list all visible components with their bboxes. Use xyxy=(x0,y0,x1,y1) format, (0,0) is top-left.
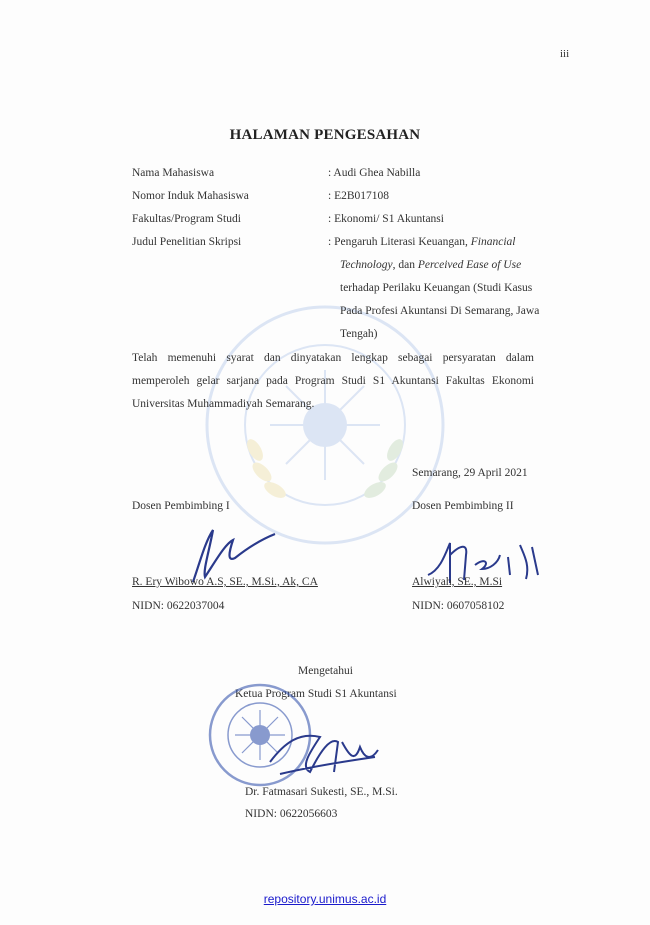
thesis-title-line-4: Tengah) xyxy=(340,328,378,340)
approver-name: Dr. Fatmasari Sukesti, SE., M.Si. xyxy=(245,786,398,798)
field-label: Judul Penelitian Skripsi xyxy=(132,236,242,248)
thesis-title-line-2: terhadap Perilaku Keuangan (Studi Kasus xyxy=(340,282,533,294)
approval-label: Mengetahui xyxy=(298,665,353,677)
field-value: : Pengaruh Literasi Keuangan, Financial xyxy=(328,236,516,248)
supervisor2-role: Dosen Pembimbing II xyxy=(412,500,514,512)
field-value: : Ekonomi/ S1 Akuntansi xyxy=(328,213,444,225)
approval-role: Ketua Program Studi S1 Akuntansi xyxy=(235,688,397,700)
thesis-title-line-1: Technology, dan Perceived Ease of Use xyxy=(340,259,522,271)
supervisor2-name: Alwiyah, SE., M.Si xyxy=(412,576,503,588)
repository-link[interactable]: repository.unimus.ac.id xyxy=(263,892,387,906)
approver-nidn: NIDN: 0622056603 xyxy=(245,808,338,820)
supervisor1-nidn: NIDN: 0622037004 xyxy=(132,600,225,612)
page-number: iii xyxy=(560,48,570,60)
supervisor2-nidn: NIDN: 0607058102 xyxy=(412,600,505,612)
supervisor1-role: Dosen Pembimbing I xyxy=(132,500,230,512)
field-value: : Audi Ghea Nabilla xyxy=(328,167,421,179)
page-title: HALAMAN PENGESAHAN xyxy=(229,127,421,143)
field-label: Fakultas/Program Studi xyxy=(132,213,241,225)
approval-statement: Telah memenuhi syarat dan dinyatakan lengkap sebagai persyaratan dalam memperoleh gelar sarjana pada Program Studi S1 Akuntansi Fakultas Ekonomi Universitas Muhammadiyah Semarang. xyxy=(132,352,534,410)
supervisor1-name: R. Ery Wibowo A.S, SE., M.Si., Ak, CA xyxy=(132,576,318,588)
field-label: Nama Mahasiswa xyxy=(132,167,215,179)
university-watermark-logo xyxy=(200,300,450,550)
thesis-title-line-3: Pada Profesi Akuntansi Di Semarang, Jawa xyxy=(340,305,540,317)
field-value: : E2B017108 xyxy=(328,190,390,202)
field-label: Nomor Induk Mahasiswa xyxy=(132,190,249,202)
place-date: Semarang, 29 April 2021 xyxy=(412,467,528,479)
approver-signature xyxy=(260,712,390,787)
